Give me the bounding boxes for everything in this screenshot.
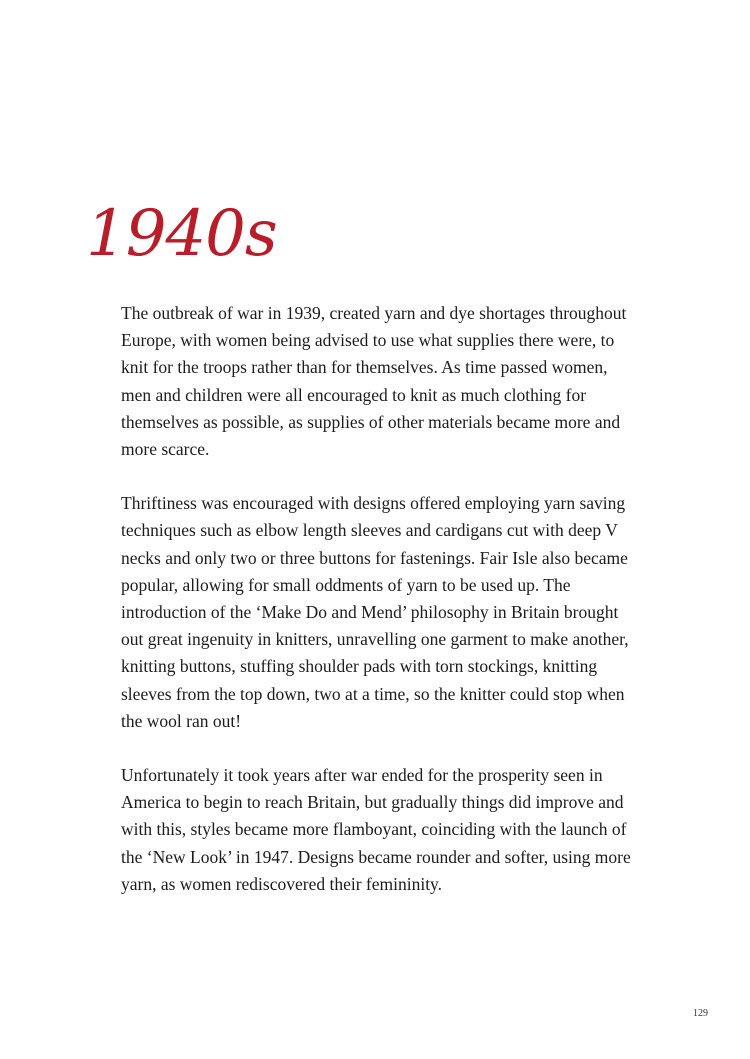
paragraph-2: Thriftiness was encouraged with designs offered employing yarn saving techniques such as elbow length sleeves and cardigans cut with deep V necks and only two or three buttons for fastenings. Fair Isle also became popular, allowing for small oddments of yarn to be used up. The introduction of the ‘Make Do and Mend’ philosophy in Britain brought out great ingenuity in knitters, unravelling one garment to make another, knitting buttons, stuffing shoulder pads with torn stockings, knitting sleeves from the top down, two at a time, so the knitter could stop when the wool ran out! (121, 493, 629, 731)
chapter-title: 1940s (86, 197, 277, 271)
paragraph-3: Unfortunately it took years after war ended for the prosperity seen in America to begin to reach Britain, but gradually things did improve and with this, styles became more flamboyant, coinciding with the launch of the ‘New Look’ in 1947. Designs became rounder and softer, using more yarn, as women rediscovered their femininity. (121, 765, 631, 894)
body-text (121, 300, 641, 898)
paragraph-1: The outbreak of war in 1939, created yarn and dye shortages throughout Europe, with women being advised to use what supplies there were, to knit for the troops rather than for themselves. As time passed women, men and children were all encouraged to knit as much clothing for themselves as possible, as supplies of other materials became more and more scarce. (121, 303, 627, 460)
page-number: 129 (693, 1008, 708, 1019)
